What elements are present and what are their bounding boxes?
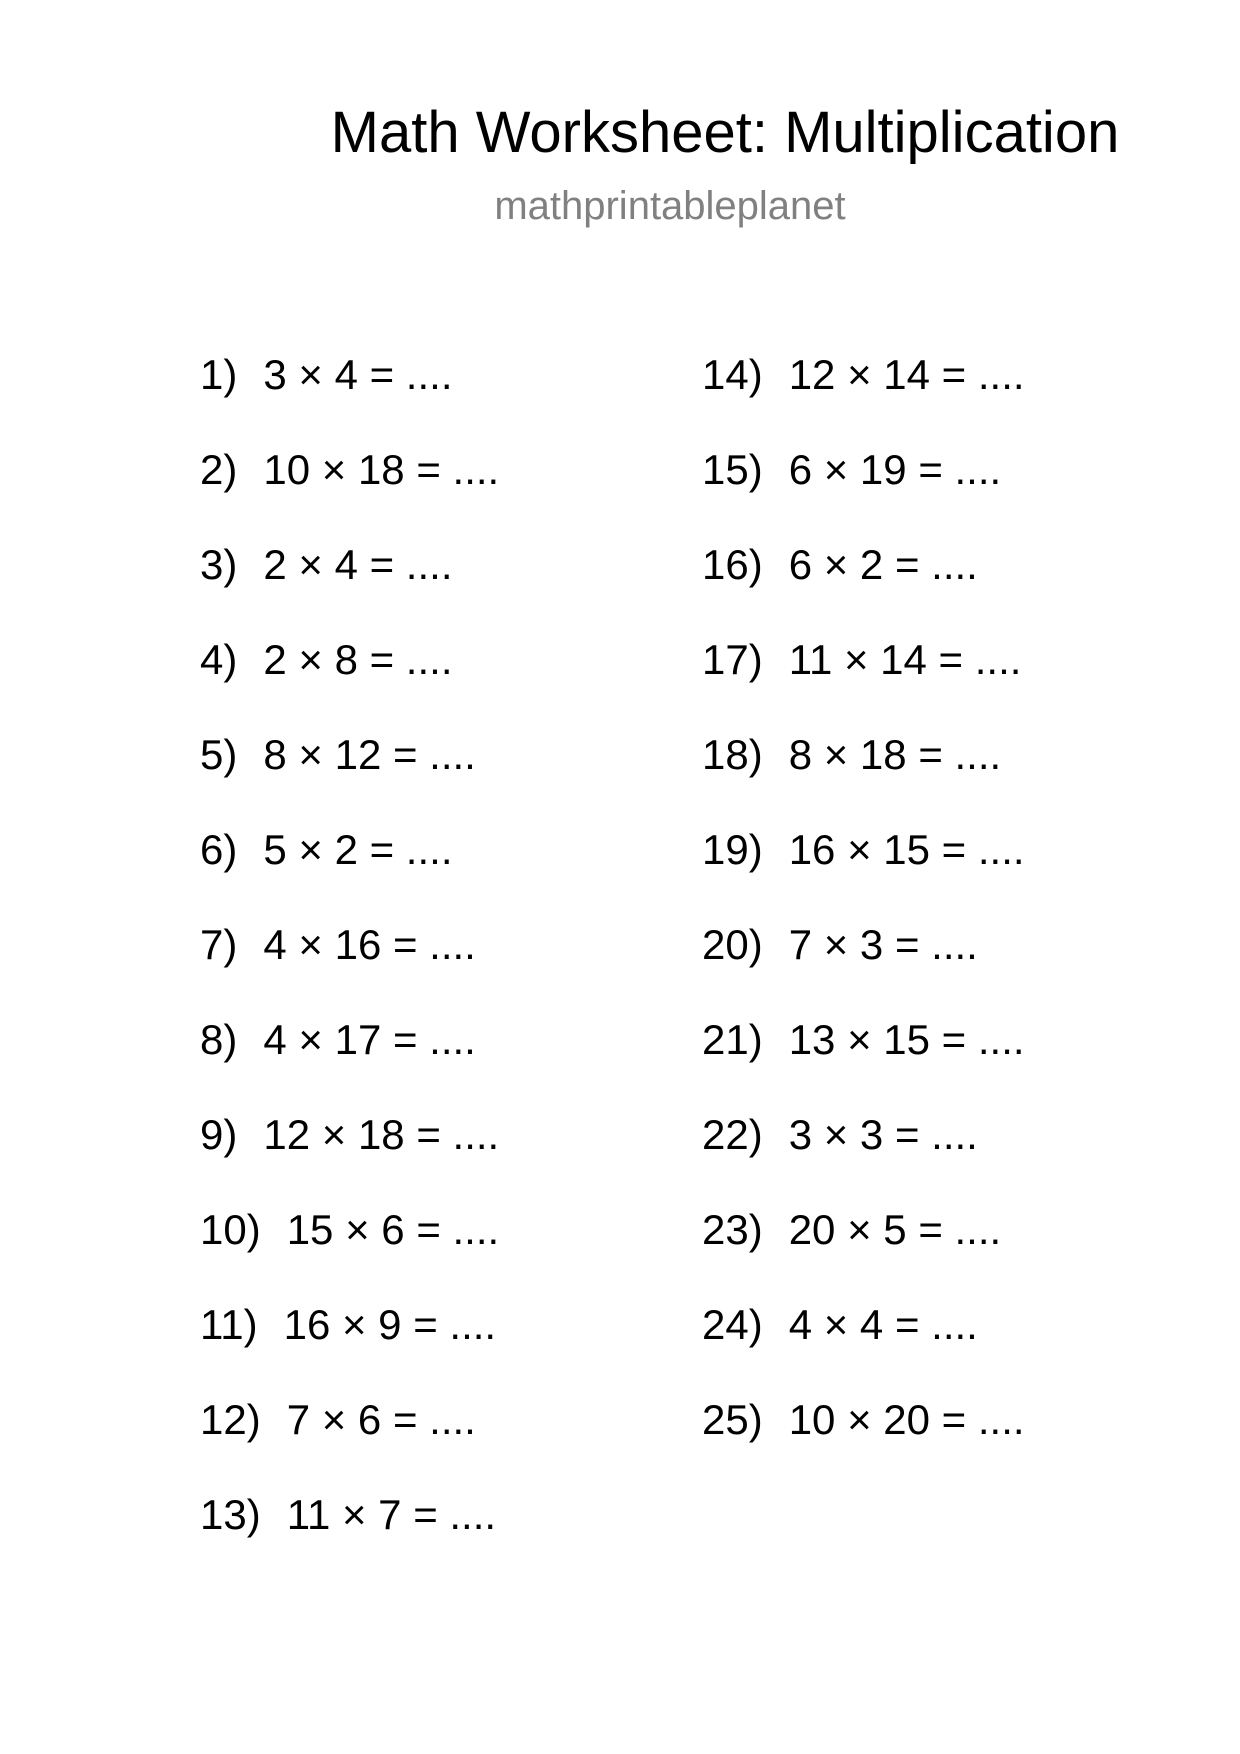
problem-item [702,915,1025,1010]
problem-number: 8) [200,1016,238,1063]
problem-expression: 4 × 17 = .... [263,1016,476,1063]
problem-expression: 8 × 18 = .... [788,731,1002,778]
problem-expression: 10 × 20 = .... [788,1396,1025,1443]
problem-item [702,1010,1025,1105]
problem-number: 15) [702,446,763,493]
problem-number: 21) [702,1016,763,1063]
problem-item [200,820,499,915]
problem-number: 1) [200,351,238,398]
problem-item [200,1200,499,1295]
problem-item [200,1390,499,1485]
problem-number: 23) [702,1206,763,1253]
problem-expression: 7 × 6 = .... [286,1396,476,1443]
problem-expression: 7 × 3 = .... [788,921,978,968]
problem-expression: 13 × 15 = .... [788,1016,1025,1063]
problem-number: 10) [200,1206,261,1253]
problem-expression: 2 × 4 = .... [263,541,453,588]
problem-number: 19) [702,826,763,873]
problem-expression: 16 × 9 = .... [283,1301,497,1348]
problem-number: 4) [200,636,238,683]
worksheet-title: Math Worksheet: Multiplication [330,100,1120,165]
problem-number: 3) [200,541,238,588]
problem-item [702,440,1025,535]
problem-expression: 6 × 19 = .... [788,446,1002,493]
problem-expression: 3 × 4 = .... [263,351,453,398]
problem-number: 24) [702,1301,763,1348]
problem-number: 22) [702,1111,763,1158]
problem-number: 16) [702,541,763,588]
problem-expression: 15 × 6 = .... [286,1206,500,1253]
problem-expression: 8 × 12 = .... [263,731,476,778]
problem-number: 9) [200,1111,238,1158]
problem-item [200,345,499,440]
problem-number: 7) [200,921,238,968]
problem-expression: 6 × 2 = .... [788,541,978,588]
problem-item [200,1485,499,1580]
problem-expression: 20 × 5 = .... [788,1206,1002,1253]
problem-item [200,1105,499,1200]
problem-expression: 4 × 4 = .... [788,1301,978,1348]
problem-number: 20) [702,921,763,968]
problem-item [702,1200,1025,1295]
problems-right-column [702,345,1025,1485]
problem-item [702,630,1025,725]
problem-item [702,1295,1025,1390]
problem-number: 6) [200,826,238,873]
problem-number: 18) [702,731,763,778]
problem-item [200,630,499,725]
problem-expression: 2 × 8 = .... [263,636,453,683]
problem-expression: 3 × 3 = .... [788,1111,978,1158]
problem-expression: 10 × 18 = .... [263,446,500,493]
problem-number: 13) [200,1491,261,1538]
problem-item [702,535,1025,630]
problem-item [702,1390,1025,1485]
problem-expression: 11 × 7 = .... [286,1491,497,1538]
problem-number: 14) [702,351,763,398]
problems-left-column [200,345,499,1580]
problem-expression: 12 × 18 = .... [263,1111,500,1158]
problem-item [200,1010,499,1105]
problem-item [702,1105,1025,1200]
problem-item [702,345,1025,440]
problem-item [702,725,1025,820]
problem-item [702,820,1025,915]
problem-item [200,440,499,535]
problem-expression: 5 × 2 = .... [263,826,453,873]
problem-item [200,1295,499,1390]
problem-number: 5) [200,731,238,778]
problem-number: 11) [200,1301,258,1348]
problem-expression: 11 × 14 = .... [788,636,1022,683]
problem-number: 17) [702,636,763,683]
problem-number: 2) [200,446,238,493]
problem-number: 12) [200,1396,261,1443]
worksheet-subtitle: mathprintableplanet [494,184,846,228]
problem-item [200,725,499,820]
problem-item [200,535,499,630]
problem-expression: 4 × 16 = .... [263,921,476,968]
problem-number: 25) [702,1396,763,1443]
problem-item [200,915,499,1010]
problem-expression: 12 × 14 = .... [788,351,1025,398]
problem-expression: 16 × 15 = .... [788,826,1025,873]
